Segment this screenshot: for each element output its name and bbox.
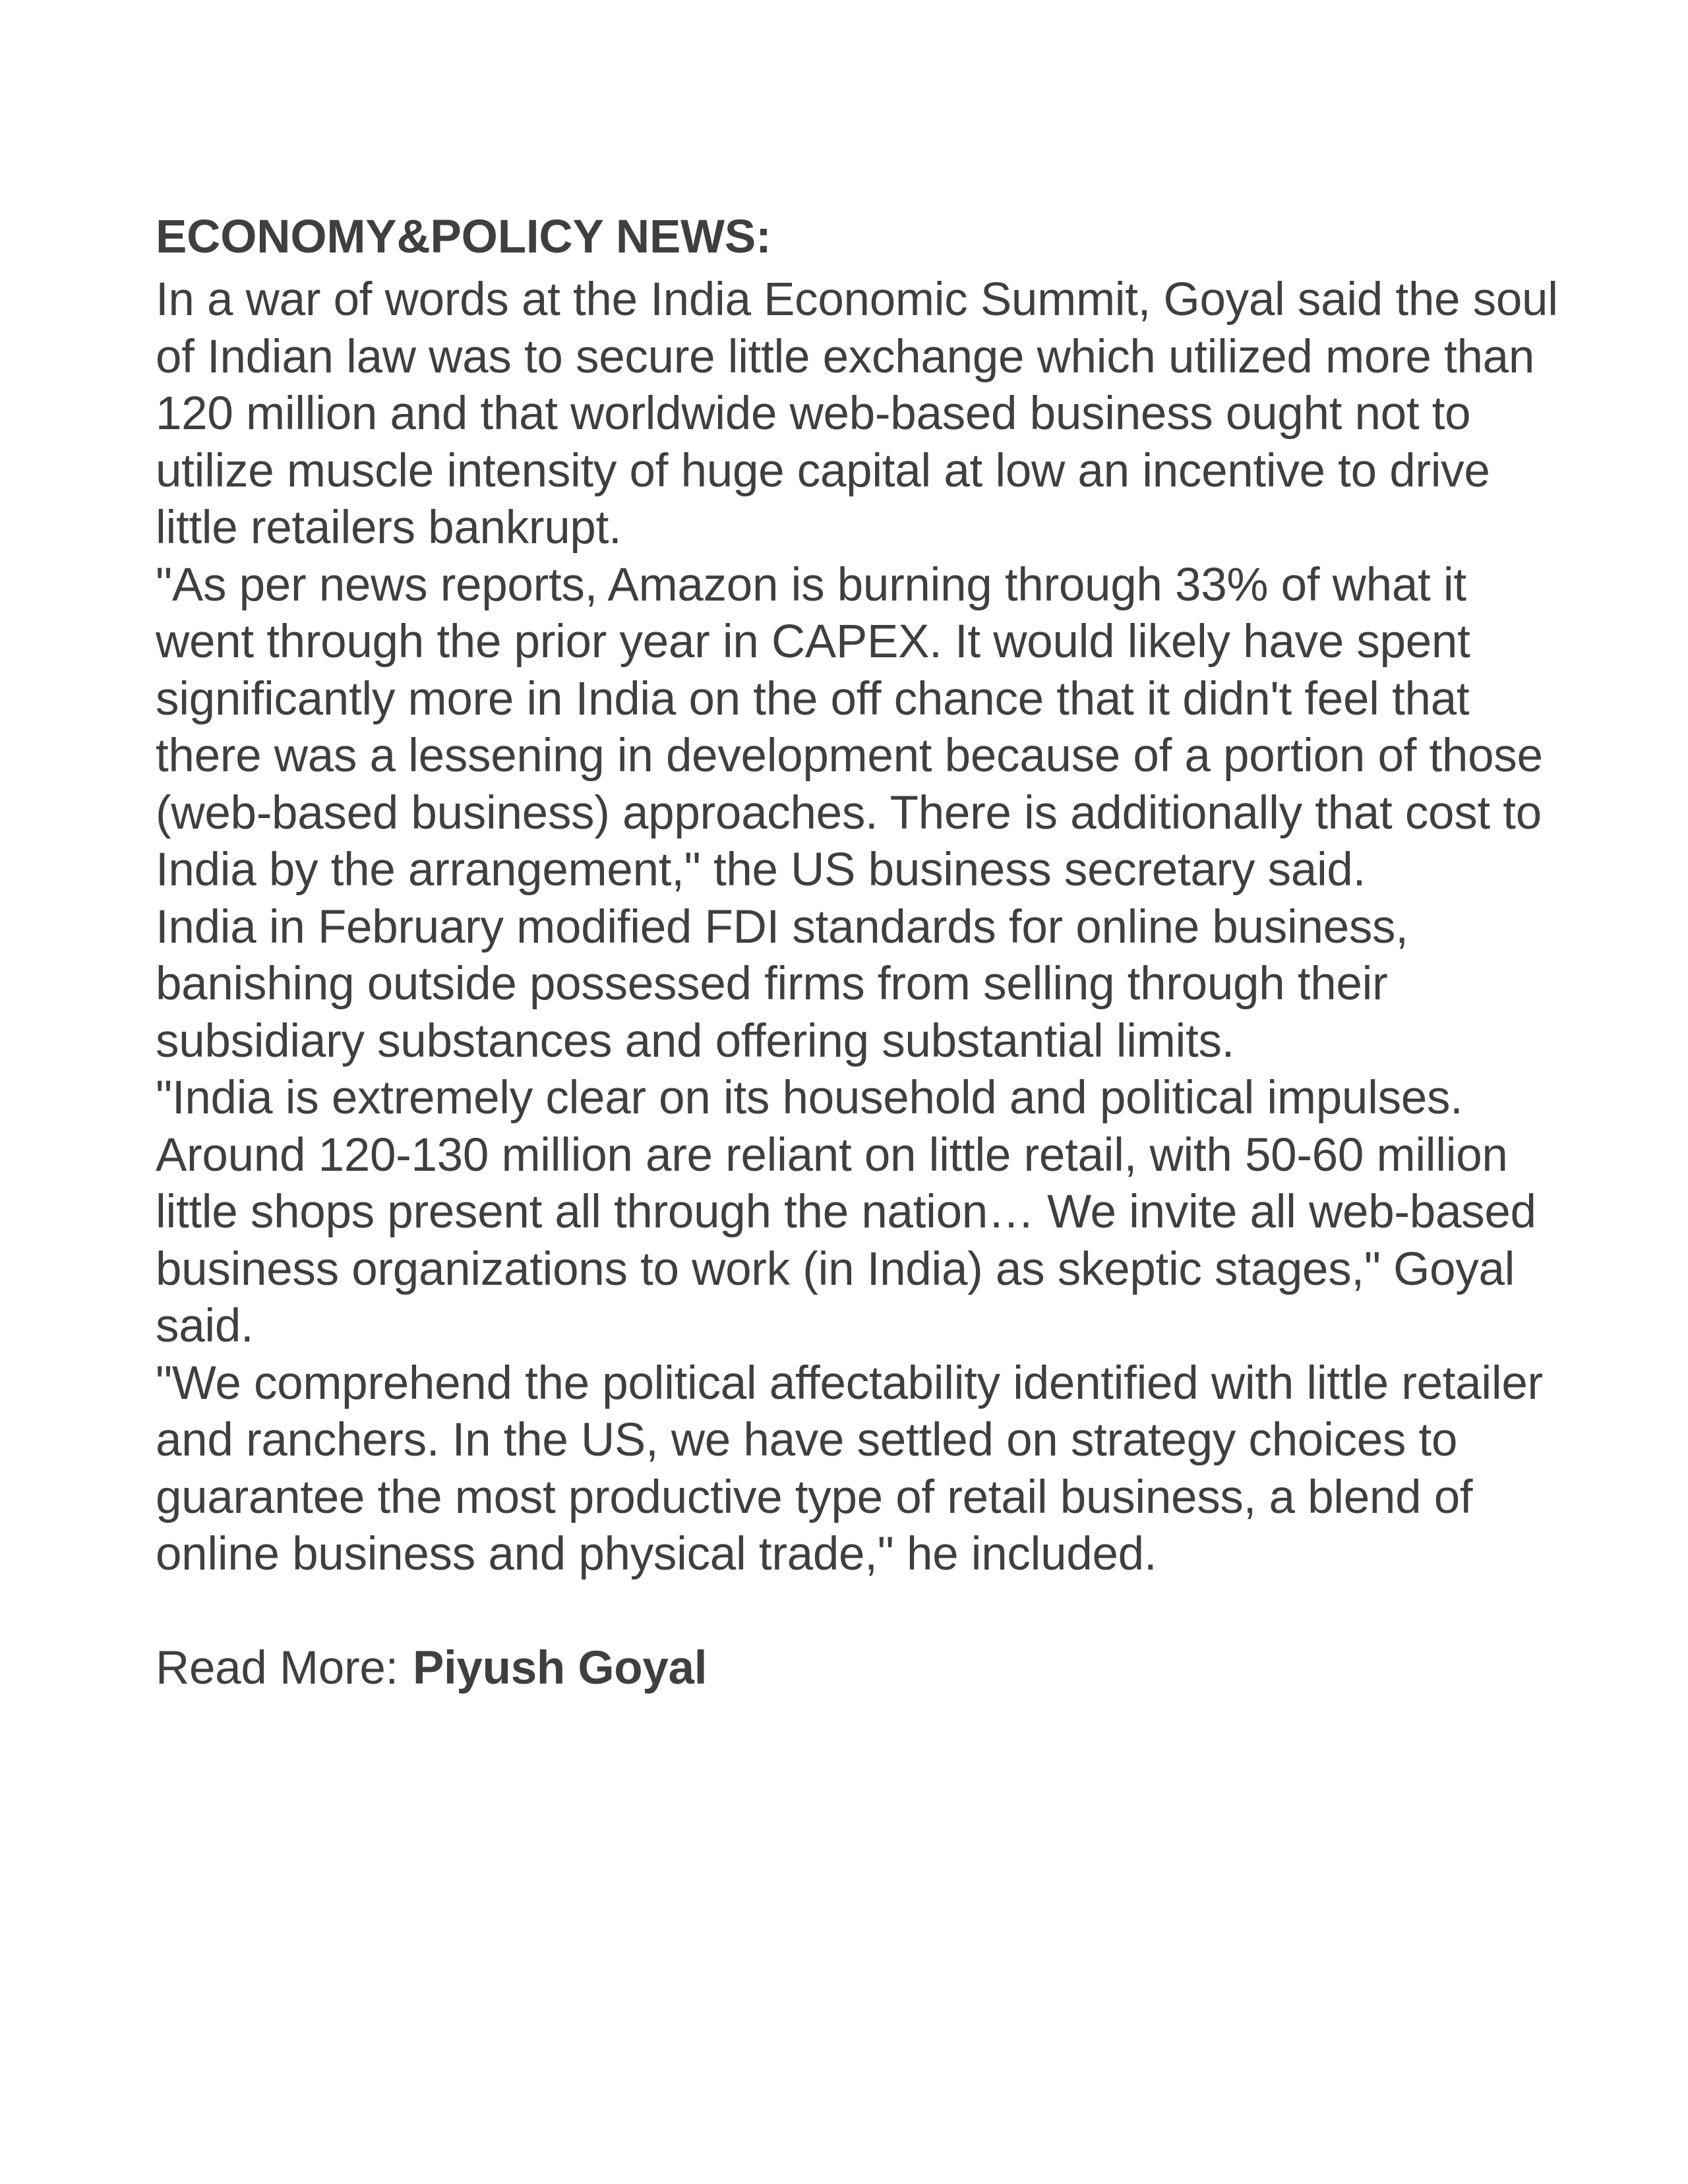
section-heading: ECONOMY&POLICY NEWS: — [156, 211, 771, 263]
read-more-label: Read More: — [156, 1641, 398, 1694]
read-more-link[interactable]: Piyush Goyal — [412, 1641, 708, 1694]
paragraph-4: "India is extremely clear on its household and political impulses. Around 120-130 million are reliant on little retail, with 50-60 million little shops present all through the nation… We invite all web-based business organizations to work (in India) as skeptic stages," Goyal said. — [156, 1072, 1536, 1352]
paragraph-3: India in February modified FDI standards for online business, banishing outside possessed firms from selling through their subsidiary substances and offering substantial limits. — [156, 900, 1408, 1067]
paragraph-2: "As per news reports, Amazon is burning through 33% of what it went through the prior year in CAPEX. It would likely have spent significantly more in India on the off chance that it didn't feel that there was a lessening in development because of a portion of those (web-based business) approaches. There is additionally that cost to India by the arrangement," the US business secretary said. — [156, 558, 1543, 896]
paragraph-1: In a war of words at the India Economic Summit, Goyal said the soul of Indian law was to secure little exchange which utilized more than 120 million and that worldwide web-based business ought not to utilize muscle intensity of huge capital at low an incentive to drive little retailers bankrupt. — [156, 274, 1558, 554]
document-page — [156, 210, 1567, 1697]
article-body — [156, 272, 1567, 1583]
read-more — [156, 1640, 1567, 1697]
paragraph-5: "We comprehend the political affectability identified with little retailer and ranchers. In the US, we have settled on strategy choices to guarantee the most productive type of retail business, a blend of online business and physical trade," he included. — [156, 1357, 1543, 1580]
